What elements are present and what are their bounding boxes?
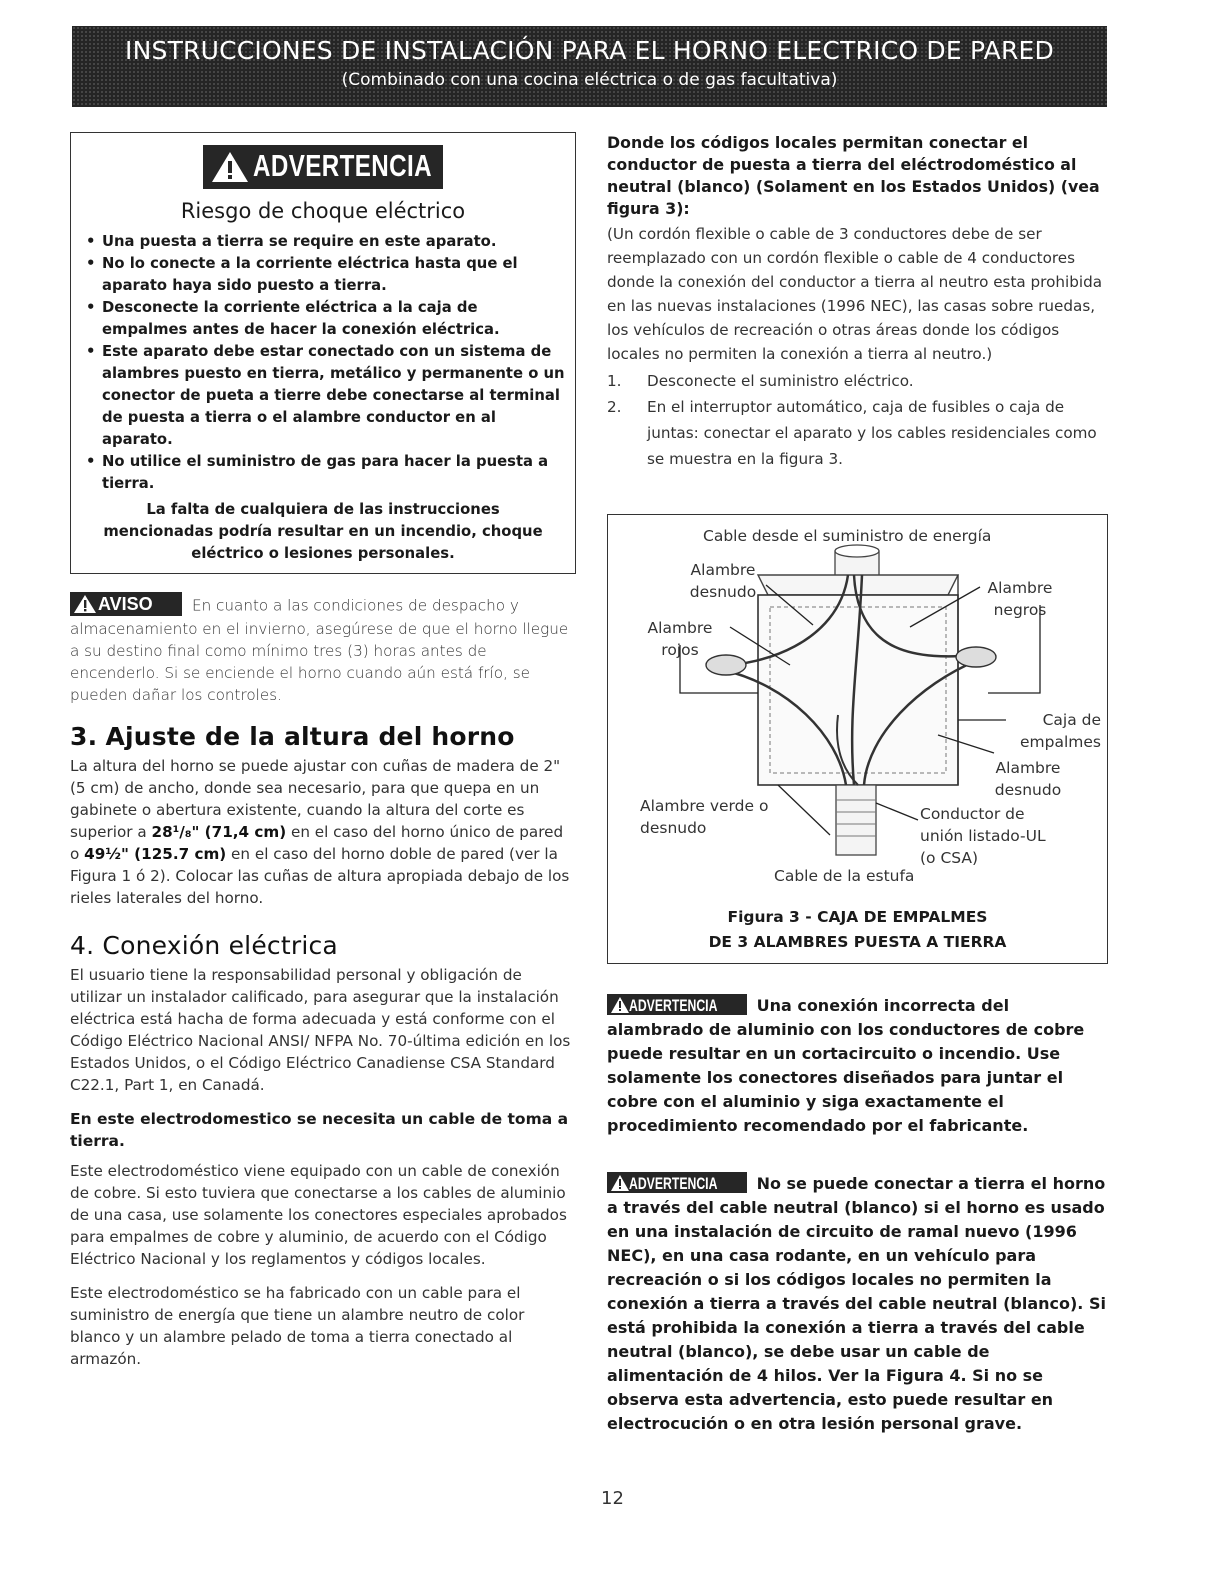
- page-title: INSTRUCCIONES DE INSTALACIÓN PARA EL HORNO ELECTRICO DE PARED: [125, 36, 1054, 65]
- advertencia-badge: ADVERTENCIA: [607, 994, 747, 1015]
- shock-warning-box: [70, 132, 576, 574]
- list-item: 2. En el interruptor automático, caja de fusibles o caja de juntas: conectar el aparato y los cables residenciales como se muestra en la figura 3.: [607, 398, 1097, 468]
- section-4-para-2: Este electrodoméstico viene equipado con un cable de conexión de cobre. Si esto tuviera que conectarse a los cables de aluminio de una casa, use solamente los conectores especiales aprobados para empalmes de cobre y aluminio, de acuerdo con el Código Eléctrico Nacional y los reglamentos y códigos locales.: [70, 1162, 567, 1268]
- advertencia-badge: [203, 145, 443, 189]
- right-column: [607, 132, 1110, 1433]
- figure-label-range-cable: Cable de la estufa: [774, 867, 915, 885]
- aviso-badge: [70, 592, 182, 616]
- aviso-notice: [70, 594, 576, 706]
- list-item: • Este aparato debe estar conectado con un sistema de alambres puesto en tierra, metálico y permanente o un conector de pueta a tierre debe conectarse al terminal de puesta a tierra o el alambre conductor en al aparato.: [85, 341, 565, 451]
- figure-label-bonding-conductor: Conductor de unión listado-UL (o CSA): [920, 805, 1046, 867]
- section-4-heading: 4. Conexión eléctrica: [70, 931, 338, 960]
- figure-3-box: [607, 514, 1108, 964]
- list-item: • No utilice el suministro de gas para hacer la puesta a tierra.: [85, 451, 565, 495]
- advertencia-badge: ADVERTENCIA: [607, 1172, 747, 1193]
- aviso-label: AVISO: [98, 594, 153, 614]
- steps-list: [607, 368, 1110, 472]
- section-4-para-3: Este electrodoméstico se ha fabricado con un cable para el suministro de energía que tiene un alambre neutro de color blanco y un alambre pelado de toma a tierra conectado al armazón.: [70, 1284, 525, 1368]
- figure-label-junction-box: Caja de empalmes: [1020, 711, 1101, 751]
- warning-bullet-list: [85, 231, 565, 495]
- figure-label-red-wires: Alambre rojos: [647, 619, 713, 659]
- figure-label-bare-wire-1: Alambre desnudo: [689, 561, 757, 601]
- section-3-text: La altura del horno se puede ajustar con cuñas de madera de 2" (5 cm) de ancho, donde sea necesario, para que quepa en un gabinete o abertura existente, cuando la altura del corte es superior a 28¹/₈" (71,4 cm) en el caso del horno único de pared o 49½" (125.7 cm) en el caso del horno doble de pared (ver la Figura 1 ó 2). Colocar las cuñas de altura apropiada debajo de los rieles laterales del horno.: [70, 757, 570, 907]
- page-subtitle: (Combinado con una cocina eléctrica o de gas facultativa): [341, 70, 838, 90]
- list-item: 1. Desconecte el suministro eléctrico.: [607, 372, 914, 390]
- aluminum-warning: ADVERTENCIA Una conexión incorrecta del alambrado de aluminio con los conductores de cobre puede resultar en un cortacircuito o incendio. Use solamente los conectores diseñados para juntar el cobre con el aluminio y siga exactamente el procedimiento recomendado por el fabricante.: [607, 996, 1085, 1135]
- figure-label-bare-wire-2: Alambre desnudo: [994, 759, 1062, 799]
- ground-cable-subheading: En este electrodomestico se necesita un cable de toma a tierra.: [70, 1110, 569, 1150]
- figure-label-green-wire: Alambre verde o desnudo: [640, 797, 769, 837]
- height-single-oven: 28¹/₈" (71,4 cm): [151, 823, 287, 841]
- warning-triangle-icon: [73, 594, 97, 614]
- section-4-para-1: El usuario tiene la responsabilidad personal y obligación de utilizar un instalador calificado, para asegurar que la instalación eléctrica está hacha de forma adecuada y está conforme con el Código Eléctrico Nacional ANSI/ NFPA No. 70-última edición en los Estados Unidos, o el Código Eléctrico Canadiense CSA Standard C22.1, Part 1, en Canadá.: [70, 966, 571, 1094]
- header-banner: [72, 26, 1107, 107]
- aviso-text: En cuanto a las condiciones de despacho y almacenamiento en el invierno, asegúrese de que el horno llegue a su destino final como mínimo tres (3) horas antes de encenderlo. Si se enciende el horno cuando aún está frío, se pueden dañar los controles.: [70, 596, 569, 704]
- figure-3-caption: Figura 3 - CAJA DE EMPALMES DE 3 ALAMBRES PUESTA A TIERRA: [708, 908, 1007, 951]
- height-double-oven: 49½" (125.7 cm): [84, 845, 227, 863]
- list-item: • No lo conecte a la corriente eléctrica hasta que el aparato haya sido puesto a tierra.: [85, 253, 565, 297]
- neutral-ground-warning: ADVERTENCIA No se puede conectar a tierra el horno a través del cable neutral (blanco) si el horno es usado en una instalación de circuito de ramal nuevo (1996 NEC), en una casa rodante, en un vehículo para recreación o si los códigos locales no permiten la conexión a tierra a través del cable neutral (blanco). Si está prohibida la conexión a tierra a través del cable neutral (blanco), se debe usar un cable de alimentación de 4 hilos. Ver la Figura 4. Si no se observa esta advertencia, esto puede resultar en electrocución o en otra lesión personal grave.: [607, 1174, 1106, 1433]
- shock-risk-title: Riesgo de choque eléctrico: [180, 199, 466, 223]
- left-column: [70, 132, 576, 1370]
- list-item: • Una puesta a tierra se require en este aparato.: [85, 231, 565, 253]
- warning-consequence: La falta de cualquiera de las instrucciones mencionadas podría resultar en un incendio, choque eléctrico o lesiones personales.: [103, 501, 543, 562]
- grounding-intro: (Un cordón flexible o cable de 3 conductores debe de ser reemplazado con un cordón flexible o cable de 4 conductores donde la conexión del conductor a tierra al neutro esta prohibida en las nuevas instalaciones (1996 NEC), las casas sobre ruedas, los vehículos de recreación o otras áreas donde los códigos locales no permiten la conexión a tierra al neutro.): [607, 225, 1103, 363]
- advertencia-label: ADVERTENCIA: [253, 148, 432, 183]
- warning-triangle-icon: [610, 1174, 630, 1192]
- grounding-heading: Donde los códigos locales permitan conectar el conductor de puesta a tierra del eléctrodoméstico al neutral (blanco) (Solament en los Estados Unidos) (vea figura 3):: [607, 133, 1100, 218]
- figure-label-black-wires: Alambre negros: [987, 579, 1053, 619]
- warning-triangle-icon: [211, 151, 249, 183]
- list-item: • Desconecte la corriente eléctrica a la caja de empalmes antes de hacer la conexión eléctrica.: [85, 297, 565, 341]
- warning-triangle-icon: [610, 996, 630, 1014]
- section-3-heading: 3. Ajuste de la altura del horno: [70, 722, 515, 751]
- page-number: 12: [601, 1488, 624, 1509]
- figure-label-power-cable: Cable desde el suministro de energía: [703, 527, 992, 545]
